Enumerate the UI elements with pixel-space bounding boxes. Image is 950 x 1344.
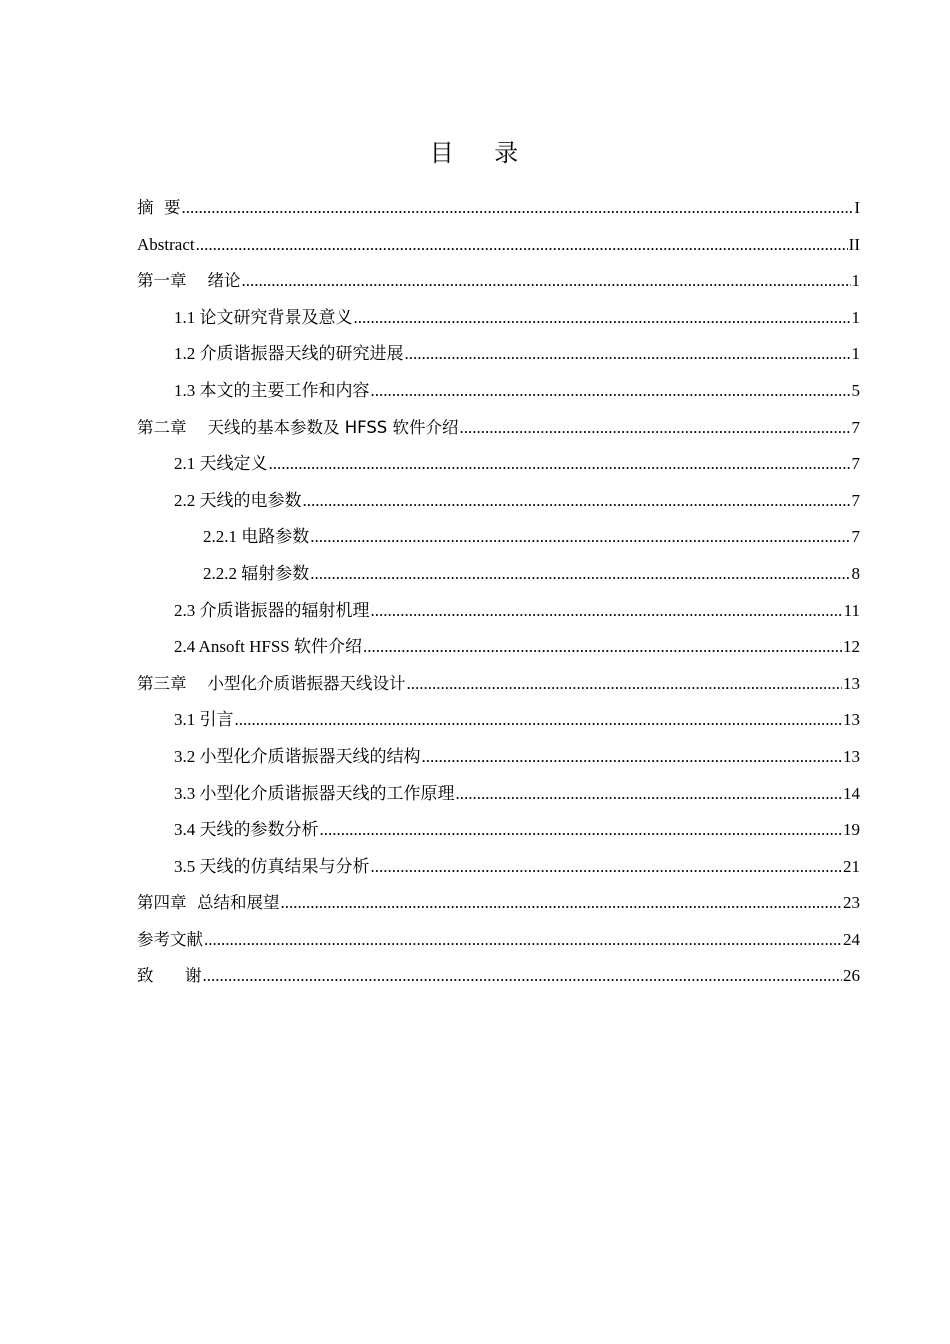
toc-entry[interactable]: [137, 958, 860, 995]
toc-entry-page: 7: [851, 454, 860, 474]
toc-entry[interactable]: [137, 263, 860, 300]
toc-entry[interactable]: [137, 227, 860, 264]
toc-entry-label: 3.5 天线的仿真结果与分析: [174, 856, 370, 876]
toc-dot-leader: [303, 483, 851, 520]
toc-dot-leader: [460, 410, 851, 447]
toc-entry-label: 第二章 天线的基本参数及 HFSS 软件介绍: [137, 417, 459, 437]
toc-entry-page: 1: [851, 344, 860, 364]
toc-entry-page: 13: [843, 673, 860, 693]
toc-entry[interactable]: [137, 885, 860, 922]
toc-entry-page: 21: [843, 856, 860, 876]
toc-entry-page: 1: [851, 307, 860, 327]
toc-entry[interactable]: [137, 373, 860, 410]
toc-entry[interactable]: [137, 556, 860, 593]
toc-entry-page: 13: [843, 710, 860, 730]
toc-entry-label: 摘 要: [137, 198, 181, 217]
toc-entry-page: 12: [843, 637, 860, 657]
toc-entry-label: 2.3 介质谐振器的辐射机理: [174, 600, 370, 620]
toc-dot-leader: [371, 849, 843, 886]
toc-dot-leader: [406, 666, 842, 703]
toc-entry[interactable]: [137, 300, 860, 337]
toc-entry-label: 2.4 Ansoft HFSS 软件介绍: [174, 637, 362, 657]
toc-dot-leader: [204, 922, 842, 959]
toc-entry[interactable]: [137, 483, 860, 520]
toc-entry-label: 2.2 天线的电参数: [174, 490, 302, 510]
toc-entry-page: 26: [843, 966, 860, 986]
toc-dot-leader: [196, 227, 848, 264]
toc-entry-label: 致 谢: [137, 966, 202, 986]
toc-dot-leader: [310, 519, 850, 556]
toc-entry-label: 第三章 小型化介质谐振器天线设计: [137, 673, 406, 693]
toc-entry-label: 1.3 本文的主要工作和内容: [174, 380, 370, 400]
toc-dot-leader: [405, 336, 851, 373]
toc-entry-page: 14: [843, 783, 860, 803]
toc-entry-label: 2.1 天线定义: [174, 454, 268, 474]
toc-dot-leader: [241, 263, 850, 300]
toc-entry[interactable]: [137, 629, 860, 666]
toc-entry[interactable]: [137, 776, 860, 813]
toc-entry-label: 第四章 总结和展望: [137, 893, 280, 913]
toc-entry-label: Abstract: [137, 234, 195, 254]
toc-dot-leader: [269, 446, 851, 483]
table-of-contents: [137, 190, 860, 995]
toc-title: 目 录: [429, 139, 521, 167]
toc-entry[interactable]: [137, 190, 860, 227]
toc-entry-page: 5: [851, 380, 860, 400]
toc-entry-label: 3.4 天线的参数分析: [174, 820, 319, 840]
toc-entry[interactable]: [137, 336, 860, 373]
toc-entry-page: 13: [843, 746, 860, 766]
toc-entry-label: 2.2.2 辐射参数: [203, 563, 310, 583]
toc-dot-leader: [202, 958, 842, 995]
toc-entry-label: 1.2 介质谐振器天线的研究进展: [174, 344, 404, 364]
toc-dot-leader: [371, 593, 843, 630]
toc-entry-page: 7: [851, 527, 860, 547]
toc-dot-leader: [182, 190, 854, 227]
toc-entry[interactable]: [137, 739, 860, 776]
toc-entry-page: 19: [843, 820, 860, 840]
toc-dot-leader: [371, 373, 851, 410]
toc-entry[interactable]: [137, 666, 860, 703]
toc-entry[interactable]: [137, 922, 860, 959]
toc-entry-page: II: [848, 234, 860, 254]
toc-entry-label: 参考文献: [137, 929, 203, 949]
toc-entry-label: 第一章 绪论: [137, 271, 241, 291]
toc-entry[interactable]: [137, 519, 860, 556]
toc-dot-leader: [422, 739, 843, 776]
toc-entry-label: 1.1 论文研究背景及意义: [174, 307, 353, 327]
toc-entry-label: 3.2 小型化介质谐振器天线的结构: [174, 746, 421, 766]
toc-dot-leader: [310, 556, 850, 593]
toc-entry-page: 7: [851, 417, 860, 437]
toc-entry-page: I: [854, 198, 860, 217]
toc-entry-page: 23: [843, 893, 860, 913]
toc-entry[interactable]: [137, 812, 860, 849]
toc-entry[interactable]: [137, 410, 860, 447]
toc-entry-page: 8: [851, 563, 860, 583]
toc-entry-page: 11: [843, 600, 860, 620]
toc-entry-label: 3.3 小型化介质谐振器天线的工作原理: [174, 783, 455, 803]
toc-entry-label: 3.1 引言: [174, 710, 234, 730]
toc-entry-page: 24: [843, 929, 860, 949]
toc-entry[interactable]: [137, 593, 860, 630]
toc-entry-label: 2.2.1 电路参数: [203, 527, 310, 547]
toc-dot-leader: [235, 702, 843, 739]
toc-dot-leader: [456, 776, 843, 813]
toc-dot-leader: [320, 812, 843, 849]
toc-dot-leader: [354, 300, 851, 337]
toc-entry[interactable]: [137, 446, 860, 483]
toc-entry[interactable]: [137, 849, 860, 886]
toc-dot-leader: [281, 885, 843, 922]
toc-dot-leader: [363, 629, 842, 666]
toc-entry-page: 7: [851, 490, 860, 510]
toc-entry[interactable]: [137, 702, 860, 739]
toc-entry-page: 1: [851, 271, 860, 291]
